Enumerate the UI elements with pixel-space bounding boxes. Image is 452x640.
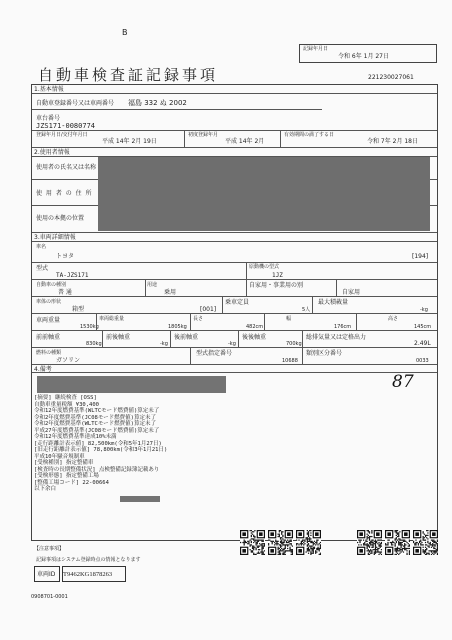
vehicle-id-label: 車両ID	[37, 571, 56, 578]
base-location-label: 使用の本拠の位置	[36, 215, 85, 222]
rear-rear-axle-value: 700kg	[286, 341, 302, 347]
height-label: 高さ	[388, 316, 399, 322]
vehicle-weight-value: 1530kg	[80, 324, 99, 330]
maker-value: トヨタ	[56, 253, 75, 260]
expiry-label: 有効期間の満了する日	[284, 132, 335, 138]
qr-code-1	[240, 530, 265, 555]
remark-line: 平成10年騒音規制車	[34, 453, 85, 460]
redacted-user-info	[98, 157, 430, 231]
section4-heading: 4.備考	[34, 366, 52, 373]
gross-weight-value: 1805kg	[168, 324, 187, 330]
use-label: 用途	[147, 282, 158, 288]
remark-line: [検査時の長期整備状況] 点検整備記録簿記載あり	[34, 466, 160, 473]
length-label: 長さ	[193, 316, 204, 322]
body-shape-code: [001]	[200, 306, 217, 313]
record-date-value: 令和 6年 1月 27日	[338, 53, 389, 60]
height-value: 145cm	[414, 324, 432, 330]
redacted-remark-small	[120, 496, 160, 502]
maker-label: 車名	[36, 244, 47, 250]
front-front-axle-value: 830kg	[86, 341, 102, 347]
business-use-value: 自家用	[342, 289, 361, 296]
remarks-list	[34, 395, 167, 493]
model-value: TA-JZS171	[56, 272, 89, 279]
front-rear-axle-value: -kg	[160, 341, 168, 347]
fuel-label: 燃料の種類	[36, 350, 62, 356]
section2-heading: 2.使用者情報	[34, 149, 70, 156]
reg-date-label: 登録年月日/交付年月日	[36, 132, 88, 138]
qr-code-5	[385, 530, 410, 555]
reg-value: 福島 332 ぬ 2002	[128, 99, 187, 107]
first-reg-value: 平成 14年 2月	[225, 138, 265, 145]
record-date-label: 記録年月日	[303, 46, 329, 52]
remark-line: 令和12年度燃費基準(WLTCモード燃費値)算定未了	[34, 408, 160, 414]
remark-line: [受検形態] 指定整備工場	[34, 473, 99, 479]
remark-line: 令和2年度燃費基準(JC08モード燃費値)算定未了	[34, 414, 156, 421]
vin-value: JZS171-0080774	[36, 122, 96, 130]
section3-heading: 3.車両詳細情報	[34, 234, 76, 241]
notes-heading: 【注意事項】	[34, 546, 65, 552]
vehicle-id-value: T9462KG1878263	[63, 571, 113, 578]
remark-line: [走行距離計表示値] 82,500km(令和5年1月27日)	[34, 440, 162, 447]
displacement-value: 2.49L	[414, 340, 431, 347]
user-address-label: 使 用 者 の 住 所	[36, 190, 93, 197]
expiry-value: 令和 7年 2月 18日	[367, 138, 418, 145]
handwritten-number: 87	[392, 372, 414, 392]
remark-line: [受検種別] 指定整備車	[34, 460, 94, 466]
max-load-value: -kg	[420, 307, 428, 313]
remark-line: 令和12年度燃費基準達成10%未満	[34, 434, 117, 440]
remark-line: [摘要] 継続検査 [OSS]	[34, 395, 97, 401]
remark-line: 以下余白	[34, 486, 57, 492]
document-number: 221230027061	[368, 74, 414, 81]
business-use-label: 自家用・事業用の別	[249, 282, 304, 289]
category-label: 類別区分番号	[306, 350, 343, 357]
qr-code-4	[357, 530, 382, 555]
maker-code: [194]	[412, 253, 429, 260]
user-name-label: 使用者の氏名又は名称	[36, 164, 97, 171]
qr-code-3	[296, 530, 321, 555]
rear-rear-axle-label: 後後軸重	[242, 334, 267, 341]
designation-label: 型式指定番号	[196, 350, 233, 357]
displacement-label: 総排気量又は定格出力	[306, 334, 367, 341]
qr-code-2	[268, 530, 293, 555]
width-value: 176cm	[334, 324, 352, 330]
remark-line: [整備工場コード] 22-00664	[34, 479, 109, 486]
redacted-remark-top	[37, 376, 226, 393]
front-rear-axle-label: 前後軸重	[106, 334, 131, 341]
max-load-label: 最大積載量	[318, 299, 349, 306]
section1-heading: 1.基本情報	[34, 86, 64, 93]
designation-value: 10688	[282, 358, 298, 364]
notes-text: 記録事項はシステム登録時点の情報となります	[36, 557, 141, 563]
body-shape-value: 箱型	[72, 306, 85, 313]
vehicle-weight-label: 車両重量	[36, 317, 61, 324]
gross-weight-label: 車両総重量	[99, 316, 125, 322]
vin-label: 車台番号	[36, 115, 61, 122]
category-value: 0033	[416, 358, 429, 364]
rear-front-axle-label: 後前軸重	[174, 334, 199, 341]
model-label: 型式	[36, 265, 49, 272]
width-label: 幅	[286, 316, 292, 322]
remark-line: 平成27年度燃費基準(JC08モード燃費値)算定未了	[34, 427, 160, 434]
remark-line: [旧走行距離計表示値] 78,800km(令和3年1月21日)	[34, 447, 168, 453]
qr-code-6	[413, 530, 438, 555]
capacity-label: 乗車定員	[225, 299, 250, 306]
first-reg-label: 初度登録年月	[188, 132, 219, 138]
remark-line: 自動車重量税額 ¥30,400	[34, 401, 99, 408]
body-shape-label: 車体の形状	[36, 299, 62, 305]
reg-label: 自動車登録番号又は車両番号	[36, 100, 115, 107]
form-letter-mark: B	[122, 28, 128, 37]
reg-date-value: 平成 14年 2月 19日	[102, 138, 157, 145]
front-front-axle-label: 前前軸重	[36, 334, 61, 341]
vehicle-type-label: 自動車の種別	[36, 282, 67, 288]
document-title: 自動車検査証記録事項	[38, 66, 219, 84]
engine-value: 1JZ	[272, 272, 283, 279]
fuel-value: ガソリン	[56, 357, 81, 364]
capacity-value: 5人	[302, 307, 311, 313]
length-value: 482cm	[246, 324, 264, 330]
rear-front-axle-value: -kg	[228, 341, 236, 347]
remark-line: 令和2年度燃費基準(WLTCモード燃費値)算定未了	[34, 421, 156, 427]
vehicle-type-value: 普 通	[58, 289, 72, 296]
document-code: 0908701-0001	[31, 594, 68, 600]
engine-label: 原動機の型式	[249, 264, 280, 270]
use-value: 乗用	[164, 289, 177, 296]
